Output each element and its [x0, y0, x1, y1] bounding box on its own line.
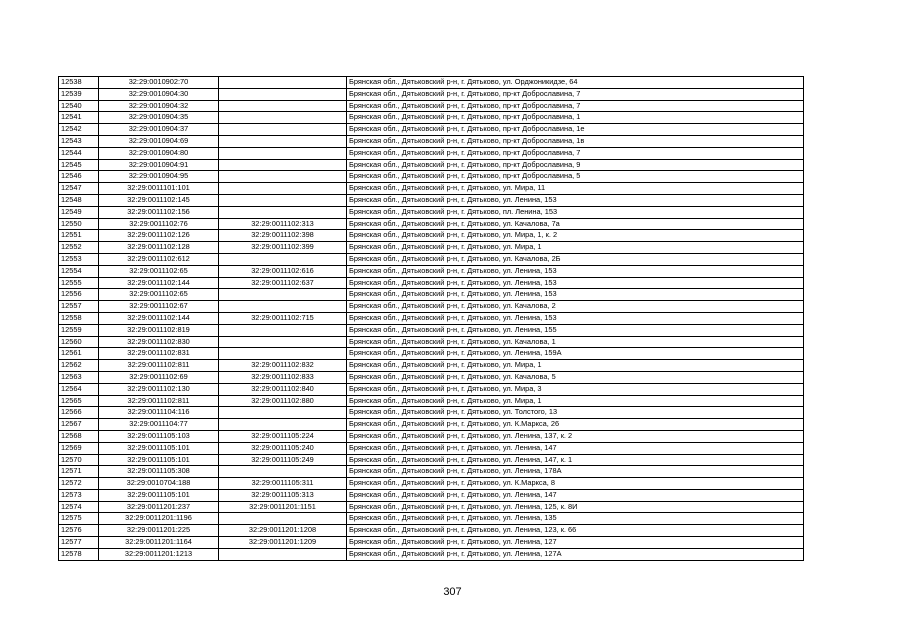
- row-number-cell: 12557: [59, 301, 99, 313]
- linked-cadastral-number-cell: [219, 513, 347, 525]
- table-row: [59, 100, 804, 112]
- address-cell: Брянская обл., Дятьковский р-н, г. Дятьково, ул. Ленина, 147: [347, 442, 804, 454]
- address-cell: Брянская обл., Дятьковский р-н, г. Дятьково, ул. Ленина, 137, к. 2: [347, 430, 804, 442]
- cadastral-number-cell: 32:29:0011201:237: [99, 501, 219, 513]
- cadastral-number-cell: 32:29:0011201:1213: [99, 548, 219, 560]
- row-number-cell: 12565: [59, 395, 99, 407]
- cadastral-number-cell: 32:29:0011201:225: [99, 525, 219, 537]
- cadastral-number-cell: 32:29:0011105:103: [99, 430, 219, 442]
- row-number-cell: 12548: [59, 194, 99, 206]
- row-number-cell: 12556: [59, 289, 99, 301]
- address-cell: Брянская обл., Дятьковский р-н, г. Дятьково, ул. Ленина, 127: [347, 537, 804, 549]
- linked-cadastral-number-cell: 32:29:0011102:832: [219, 360, 347, 372]
- table-row: [59, 537, 804, 549]
- table-row: [59, 501, 804, 513]
- row-number-cell: 12539: [59, 88, 99, 100]
- table-row: [59, 454, 804, 466]
- table-row: [59, 383, 804, 395]
- table-row: [59, 135, 804, 147]
- table-row: [59, 348, 804, 360]
- linked-cadastral-number-cell: 32:29:0011102:399: [219, 242, 347, 254]
- table-row: [59, 277, 804, 289]
- cadastral-number-cell: 32:29:0010904:69: [99, 135, 219, 147]
- table-row: [59, 147, 804, 159]
- linked-cadastral-number-cell: [219, 253, 347, 265]
- linked-cadastral-number-cell: [219, 301, 347, 313]
- linked-cadastral-number-cell: 32:29:0011105:311: [219, 478, 347, 490]
- table-row: [59, 88, 804, 100]
- cadastral-number-cell: 32:29:0011105:101: [99, 489, 219, 501]
- table-row: [59, 324, 804, 336]
- table-row: [59, 171, 804, 183]
- cadastral-number-cell: 32:29:0010904:32: [99, 100, 219, 112]
- address-cell: Брянская обл., Дятьковский р-н, г. Дятьково, пр-кт Доброславина, 7: [347, 147, 804, 159]
- cadastral-number-cell: 32:29:0010904:80: [99, 147, 219, 159]
- cadastral-number-cell: 32:29:0011102:128: [99, 242, 219, 254]
- registry-table-body: [59, 77, 804, 561]
- address-cell: Брянская обл., Дятьковский р-н, г. Дятьково, ул. Качалова, 2Б: [347, 253, 804, 265]
- linked-cadastral-number-cell: [219, 466, 347, 478]
- linked-cadastral-number-cell: [219, 77, 347, 89]
- row-number-cell: 12547: [59, 183, 99, 195]
- table-row: [59, 336, 804, 348]
- row-number-cell: 12541: [59, 112, 99, 124]
- table-row: [59, 265, 804, 277]
- cadastral-number-cell: 32:29:0011105:101: [99, 442, 219, 454]
- linked-cadastral-number-cell: 32:29:0011102:398: [219, 230, 347, 242]
- linked-cadastral-number-cell: [219, 147, 347, 159]
- linked-cadastral-number-cell: 32:29:0011105:240: [219, 442, 347, 454]
- row-number-cell: 12549: [59, 206, 99, 218]
- cadastral-number-cell: 32:29:0011105:308: [99, 466, 219, 478]
- cadastral-number-cell: 32:29:0010902:70: [99, 77, 219, 89]
- linked-cadastral-number-cell: 32:29:0011102:616: [219, 265, 347, 277]
- row-number-cell: 12550: [59, 218, 99, 230]
- cadastral-number-cell: 32:29:0011101:101: [99, 183, 219, 195]
- cadastral-number-cell: 32:29:0011102:65: [99, 265, 219, 277]
- row-number-cell: 12568: [59, 430, 99, 442]
- linked-cadastral-number-cell: 32:29:0011105:313: [219, 489, 347, 501]
- cadastral-number-cell: 32:29:0010904:91: [99, 159, 219, 171]
- linked-cadastral-number-cell: [219, 206, 347, 218]
- address-cell: Брянская обл., Дятьковский р-н, г. Дятьково, ул. Ленина, 153: [347, 194, 804, 206]
- cadastral-number-cell: 32:29:0011104:77: [99, 419, 219, 431]
- row-number-cell: 12554: [59, 265, 99, 277]
- address-cell: Брянская обл., Дятьковский р-н, г. Дятьково, ул. Ленина, 135: [347, 513, 804, 525]
- linked-cadastral-number-cell: [219, 548, 347, 560]
- table-row: [59, 478, 804, 490]
- address-cell: Брянская обл., Дятьковский р-н, г. Дятьково, ул. Ленина, 153: [347, 277, 804, 289]
- linked-cadastral-number-cell: [219, 348, 347, 360]
- address-cell: Брянская обл., Дятьковский р-н, г. Дятьково, пр-кт Доброславина, 9: [347, 159, 804, 171]
- row-number-cell: 12577: [59, 537, 99, 549]
- linked-cadastral-number-cell: [219, 159, 347, 171]
- row-number-cell: 12564: [59, 383, 99, 395]
- row-number-cell: 12572: [59, 478, 99, 490]
- table-row: [59, 206, 804, 218]
- table-row: [59, 513, 804, 525]
- row-number-cell: 12575: [59, 513, 99, 525]
- table-row: [59, 159, 804, 171]
- row-number-cell: 12555: [59, 277, 99, 289]
- row-number-cell: 12552: [59, 242, 99, 254]
- cadastral-number-cell: 32:29:0011102:76: [99, 218, 219, 230]
- address-cell: Брянская обл., Дятьковский р-н, г. Дятьково, ул. Ленина, 153: [347, 265, 804, 277]
- cadastral-number-cell: 32:29:0011201:1164: [99, 537, 219, 549]
- table-row: [59, 525, 804, 537]
- linked-cadastral-number-cell: 32:29:0011102:840: [219, 383, 347, 395]
- cadastral-number-cell: 32:29:0011102:144: [99, 277, 219, 289]
- row-number-cell: 12571: [59, 466, 99, 478]
- address-cell: Брянская обл., Дятьковский р-н, г. Дятьково, ул. Толстого, 13: [347, 407, 804, 419]
- address-cell: Брянская обл., Дятьковский р-н, г. Дятьково, ул. Мира, 1: [347, 360, 804, 372]
- address-cell: Брянская обл., Дятьковский р-н, г. Дятьково, ул. Ленина, 147: [347, 489, 804, 501]
- page-number: 307: [443, 586, 462, 598]
- row-number-cell: 12538: [59, 77, 99, 89]
- row-number-cell: 12558: [59, 312, 99, 324]
- linked-cadastral-number-cell: [219, 336, 347, 348]
- address-cell: Брянская обл., Дятьковский р-н, г. Дятьково, пр-кт Доброславина, 1: [347, 112, 804, 124]
- linked-cadastral-number-cell: 32:29:0011201:1208: [219, 525, 347, 537]
- cadastral-number-cell: 32:29:0010904:95: [99, 171, 219, 183]
- linked-cadastral-number-cell: [219, 100, 347, 112]
- cadastral-number-cell: 32:29:0011102:144: [99, 312, 219, 324]
- cadastral-number-cell: 32:29:0011102:69: [99, 371, 219, 383]
- row-number-cell: 12559: [59, 324, 99, 336]
- table-row: [59, 230, 804, 242]
- row-number-cell: 12567: [59, 419, 99, 431]
- cadastral-number-cell: 32:29:0010904:30: [99, 88, 219, 100]
- cadastral-number-cell: 32:29:0011102:156: [99, 206, 219, 218]
- address-cell: Брянская обл., Дятьковский р-н, г. Дятьково, пр-кт Доброславина, 7: [347, 88, 804, 100]
- address-cell: Брянская обл., Дятьковский р-н, г. Дятьково, ул. К.Маркса, 26: [347, 419, 804, 431]
- address-cell: Брянская обл., Дятьковский р-н, г. Дятьково, ул. К.Маркса, 8: [347, 478, 804, 490]
- address-cell: Брянская обл., Дятьковский р-н, г. Дятьково, ул. Орджоникидзе, 64: [347, 77, 804, 89]
- cadastral-number-cell: 32:29:0011102:130: [99, 383, 219, 395]
- table-row: [59, 312, 804, 324]
- row-number-cell: 12542: [59, 124, 99, 136]
- address-cell: Брянская обл., Дятьковский р-н, г. Дятьково, ул. Качалова, 1: [347, 336, 804, 348]
- linked-cadastral-number-cell: [219, 88, 347, 100]
- cadastral-number-cell: 32:29:0011102:811: [99, 360, 219, 372]
- row-number-cell: 12543: [59, 135, 99, 147]
- table-row: [59, 419, 804, 431]
- row-number-cell: 12544: [59, 147, 99, 159]
- table-row: [59, 430, 804, 442]
- row-number-cell: 12563: [59, 371, 99, 383]
- row-number-cell: 12566: [59, 407, 99, 419]
- cadastral-number-cell: 32:29:0011102:819: [99, 324, 219, 336]
- table-row: [59, 360, 804, 372]
- linked-cadastral-number-cell: 32:29:0011102:715: [219, 312, 347, 324]
- linked-cadastral-number-cell: 32:29:0011105:249: [219, 454, 347, 466]
- linked-cadastral-number-cell: [219, 407, 347, 419]
- linked-cadastral-number-cell: [219, 112, 347, 124]
- table-row: [59, 395, 804, 407]
- table-row: [59, 371, 804, 383]
- address-cell: Брянская обл., Дятьковский р-н, г. Дятьково, пр-кт Доброславина, 1в: [347, 135, 804, 147]
- table-row: [59, 124, 804, 136]
- cadastral-number-cell: 32:29:0011102:612: [99, 253, 219, 265]
- cadastral-number-cell: 32:29:0011102:831: [99, 348, 219, 360]
- cadastral-number-cell: 32:29:0011102:65: [99, 289, 219, 301]
- table-row: [59, 183, 804, 195]
- linked-cadastral-number-cell: [219, 419, 347, 431]
- row-number-cell: 12569: [59, 442, 99, 454]
- table-row: [59, 77, 804, 89]
- address-cell: Брянская обл., Дятьковский р-н, г. Дятьково, ул. Ленина, 153: [347, 289, 804, 301]
- linked-cadastral-number-cell: 32:29:0011102:833: [219, 371, 347, 383]
- table-row: [59, 218, 804, 230]
- row-number-cell: 12551: [59, 230, 99, 242]
- cadastral-number-cell: 32:29:0010704:188: [99, 478, 219, 490]
- linked-cadastral-number-cell: [219, 135, 347, 147]
- linked-cadastral-number-cell: 32:29:0011102:880: [219, 395, 347, 407]
- address-cell: Брянская обл., Дятьковский р-н, г. Дятьково, ул. Ленина, 147, к. 1: [347, 454, 804, 466]
- cadastral-number-cell: 32:29:0011102:811: [99, 395, 219, 407]
- row-number-cell: 12576: [59, 525, 99, 537]
- linked-cadastral-number-cell: 32:29:0011201:1151: [219, 501, 347, 513]
- cadastral-number-cell: 32:29:0011105:101: [99, 454, 219, 466]
- address-cell: Брянская обл., Дятьковский р-н, г. Дятьково, ул. Ленина, 159А: [347, 348, 804, 360]
- cadastral-number-cell: 32:29:0010904:35: [99, 112, 219, 124]
- row-number-cell: 12553: [59, 253, 99, 265]
- table-row: [59, 289, 804, 301]
- table-row: [59, 242, 804, 254]
- address-cell: Брянская обл., Дятьковский р-н, г. Дятьково, ул. Ленина, 125, к. 8И: [347, 501, 804, 513]
- cadastral-number-cell: 32:29:0011102:830: [99, 336, 219, 348]
- linked-cadastral-number-cell: [219, 289, 347, 301]
- row-number-cell: 12573: [59, 489, 99, 501]
- row-number-cell: 12562: [59, 360, 99, 372]
- address-cell: Брянская обл., Дятьковский р-н, г. Дятьково, ул. Качалова, 2: [347, 301, 804, 313]
- address-cell: Брянская обл., Дятьковский р-н, г. Дятьково, ул. Мира, 1: [347, 242, 804, 254]
- cadastral-number-cell: 32:29:0011102:145: [99, 194, 219, 206]
- table-row: [59, 442, 804, 454]
- linked-cadastral-number-cell: [219, 183, 347, 195]
- table-row: [59, 253, 804, 265]
- linked-cadastral-number-cell: [219, 171, 347, 183]
- cadastral-number-cell: 32:29:0010904:37: [99, 124, 219, 136]
- address-cell: Брянская обл., Дятьковский р-н, г. Дятьково, пр-кт Доброславина, 5: [347, 171, 804, 183]
- table-row: [59, 489, 804, 501]
- row-number-cell: 12578: [59, 548, 99, 560]
- row-number-cell: 12574: [59, 501, 99, 513]
- cadastral-number-cell: 32:29:0011102:126: [99, 230, 219, 242]
- property-registry-table: [58, 76, 804, 561]
- table-row: [59, 407, 804, 419]
- row-number-cell: 12560: [59, 336, 99, 348]
- address-cell: Брянская обл., Дятьковский р-н, г. Дятьково, ул. Мира, 1: [347, 395, 804, 407]
- address-cell: Брянская обл., Дятьковский р-н, г. Дятьково, ул. Качалова, 5: [347, 371, 804, 383]
- table-row: [59, 301, 804, 313]
- row-number-cell: 12546: [59, 171, 99, 183]
- linked-cadastral-number-cell: 32:29:0011102:637: [219, 277, 347, 289]
- cadastral-number-cell: 32:29:0011104:116: [99, 407, 219, 419]
- linked-cadastral-number-cell: [219, 124, 347, 136]
- row-number-cell: 12570: [59, 454, 99, 466]
- cadastral-number-cell: 32:29:0011201:1196: [99, 513, 219, 525]
- address-cell: Брянская обл., Дятьковский р-н, г. Дятьково, ул. Ленина, 155: [347, 324, 804, 336]
- address-cell: Брянская обл., Дятьковский р-н, г. Дятьково, ул. Ленина, 178А: [347, 466, 804, 478]
- address-cell: Брянская обл., Дятьковский р-н, г. Дятьково, ул. Ленина, 123, к. 66: [347, 525, 804, 537]
- address-cell: Брянская обл., Дятьковский р-н, г. Дятьково, пр-кт Доброславина, 7: [347, 100, 804, 112]
- address-cell: Брянская обл., Дятьковский р-н, г. Дятьково, ул. Качалова, 7а: [347, 218, 804, 230]
- linked-cadastral-number-cell: [219, 324, 347, 336]
- row-number-cell: 12540: [59, 100, 99, 112]
- address-cell: Брянская обл., Дятьковский р-н, г. Дятьково, пл. Ленина, 153: [347, 206, 804, 218]
- address-cell: Брянская обл., Дятьковский р-н, г. Дятьково, ул. Ленина, 153: [347, 312, 804, 324]
- address-cell: Брянская обл., Дятьковский р-н, г. Дятьково, ул. Мира, 11: [347, 183, 804, 195]
- linked-cadastral-number-cell: 32:29:0011102:313: [219, 218, 347, 230]
- table-row: [59, 194, 804, 206]
- cadastral-number-cell: 32:29:0011102:67: [99, 301, 219, 313]
- row-number-cell: 12545: [59, 159, 99, 171]
- address-cell: Брянская обл., Дятьковский р-н, г. Дятьково, пр-кт Доброславина, 1е: [347, 124, 804, 136]
- address-cell: Брянская обл., Дятьковский р-н, г. Дятьково, ул. Мира, 3: [347, 383, 804, 395]
- linked-cadastral-number-cell: 32:29:0011201:1209: [219, 537, 347, 549]
- table-row: [59, 466, 804, 478]
- address-cell: Брянская обл., Дятьковский р-н, г. Дятьково, ул. Мира, 1, к. 2: [347, 230, 804, 242]
- table-row: [59, 112, 804, 124]
- linked-cadastral-number-cell: [219, 194, 347, 206]
- table-row: [59, 548, 804, 560]
- linked-cadastral-number-cell: 32:29:0011105:224: [219, 430, 347, 442]
- address-cell: Брянская обл., Дятьковский р-н, г. Дятьково, ул. Ленина, 127А: [347, 548, 804, 560]
- row-number-cell: 12561: [59, 348, 99, 360]
